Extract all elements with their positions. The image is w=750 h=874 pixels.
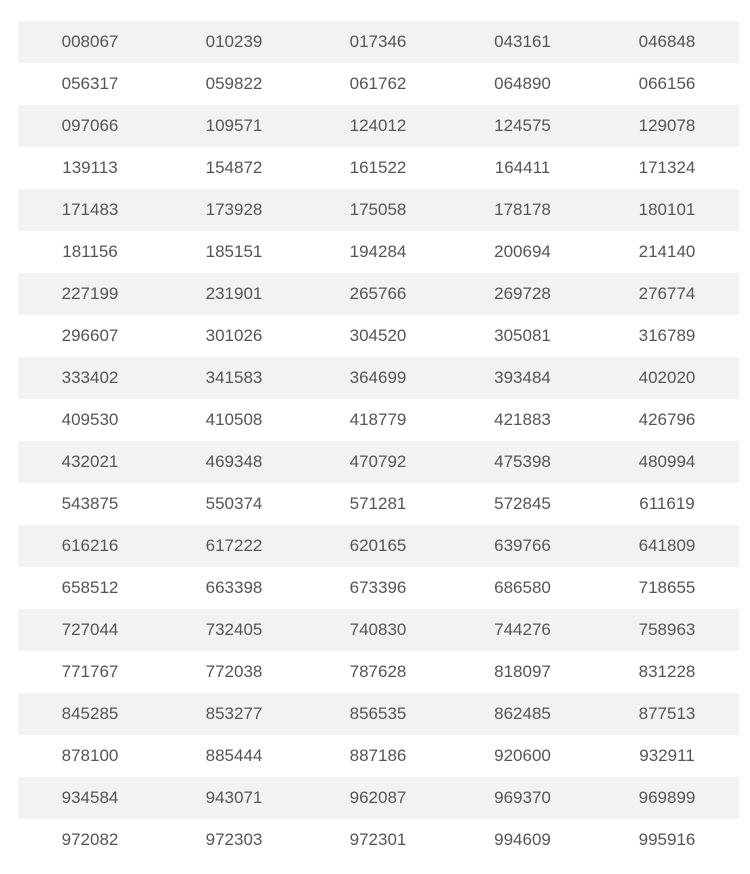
table-cell: 475398 <box>494 452 551 471</box>
table-cell: 316789 <box>638 326 696 345</box>
table-cell: 097066 <box>61 116 119 135</box>
table-cell: 962087 <box>349 788 407 807</box>
table-row <box>18 567 739 609</box>
table-row <box>18 189 739 231</box>
table-cell: 124575 <box>494 116 551 135</box>
table-cell: 426796 <box>638 410 696 429</box>
table-cell: 995916 <box>638 830 696 849</box>
table-cell: 663398 <box>205 578 263 597</box>
table-cell: 175058 <box>349 200 407 219</box>
table-cell: 181156 <box>62 242 118 261</box>
table-cell: 402020 <box>638 368 696 387</box>
table-cell: 920600 <box>494 746 551 765</box>
table-cell: 727044 <box>61 620 119 639</box>
table-cell: 046848 <box>638 32 696 51</box>
table-cell: 129078 <box>638 116 696 135</box>
table-cell: 877513 <box>638 704 696 723</box>
table-cell: 787628 <box>349 662 407 681</box>
table-cell: 043161 <box>494 32 551 51</box>
table-cell: 740830 <box>349 620 407 639</box>
table-cell: 164411 <box>494 158 551 177</box>
table-row <box>18 399 739 441</box>
table-cell: 732405 <box>205 620 263 639</box>
table-cell: 010239 <box>205 32 263 51</box>
table-row <box>18 525 739 567</box>
table-cell: 139113 <box>62 158 118 177</box>
table-cell: 932911 <box>639 746 695 765</box>
table-row <box>18 63 739 105</box>
table-row <box>18 819 739 861</box>
table-cell: 180101 <box>638 200 696 219</box>
table-cell: 178178 <box>494 200 551 219</box>
table-cell: 304520 <box>349 326 407 345</box>
table-cell: 066156 <box>638 74 696 93</box>
table-cell: 550374 <box>205 494 263 513</box>
table-cell: 341583 <box>205 368 263 387</box>
table-cell: 227199 <box>61 284 119 303</box>
table-cell: 853277 <box>205 704 263 723</box>
table-cell: 845285 <box>61 704 119 723</box>
table-cell: 831228 <box>638 662 696 681</box>
table-cell: 969370 <box>494 788 551 807</box>
table-cell: 972303 <box>205 830 263 849</box>
table-cell: 480994 <box>638 452 696 471</box>
table-cell: 301026 <box>205 326 263 345</box>
table-cell: 265766 <box>349 284 407 303</box>
table-cell: 333402 <box>61 368 119 387</box>
table-cell: 718655 <box>638 578 696 597</box>
table-cell: 231901 <box>205 284 263 303</box>
table-cell: 421883 <box>494 410 551 429</box>
table-cell: 771767 <box>61 662 119 681</box>
table-cell: 758963 <box>638 620 696 639</box>
table-cell: 154872 <box>205 158 263 177</box>
table-cell: 305081 <box>494 326 551 345</box>
table-cell: 686580 <box>494 578 551 597</box>
table-cell: 409530 <box>61 410 119 429</box>
table-cell: 862485 <box>494 704 551 723</box>
table-row <box>18 21 739 63</box>
table-cell: 994609 <box>494 830 551 849</box>
table-cell: 543875 <box>61 494 119 513</box>
table-row <box>18 609 739 651</box>
table-cell: 171483 <box>61 200 119 219</box>
table-cell: 185151 <box>205 242 263 261</box>
table-cell: 885444 <box>205 746 263 765</box>
table-row <box>18 777 739 819</box>
table-cell: 943071 <box>205 788 263 807</box>
table-cell: 109571 <box>205 116 263 135</box>
table-cell: 296607 <box>61 326 119 345</box>
table-cell: 934584 <box>61 788 119 807</box>
table-cell: 617222 <box>205 536 263 555</box>
table-cell: 008067 <box>61 32 119 51</box>
table-cell: 276774 <box>638 284 696 303</box>
table-cell: 364699 <box>349 368 407 387</box>
table-row <box>18 735 739 777</box>
table-cell: 616216 <box>61 536 119 555</box>
table-cell: 410508 <box>205 410 263 429</box>
table-cell: 059822 <box>205 74 263 93</box>
table-row <box>18 231 739 273</box>
table-row <box>18 357 739 399</box>
table-cell: 658512 <box>61 578 119 597</box>
table-cell: 772038 <box>205 662 263 681</box>
table-cell: 064890 <box>494 74 551 93</box>
table-cell: 611619 <box>639 494 695 513</box>
table-cell: 393484 <box>494 368 551 387</box>
table-row <box>18 315 739 357</box>
table-cell: 418779 <box>349 410 407 429</box>
table-cell: 171324 <box>638 158 696 177</box>
table-cell: 641809 <box>638 536 696 555</box>
number-table <box>18 21 739 861</box>
table-cell: 161522 <box>349 158 407 177</box>
table-cell: 017346 <box>349 32 407 51</box>
table-cell: 878100 <box>61 746 119 765</box>
table-row <box>18 273 739 315</box>
table-cell: 972082 <box>61 830 119 849</box>
table-row <box>18 105 739 147</box>
table-cell: 124012 <box>349 116 407 135</box>
table-row <box>18 651 739 693</box>
table-cell: 194284 <box>349 242 407 261</box>
table-cell: 887186 <box>349 746 407 765</box>
table-cell: 214140 <box>638 242 696 261</box>
table-cell: 639766 <box>494 536 551 555</box>
table-cell: 061762 <box>349 74 407 93</box>
table-row <box>18 147 739 189</box>
table-cell: 969899 <box>638 788 696 807</box>
table-cell: 571281 <box>349 494 407 513</box>
table-cell: 470792 <box>349 452 407 471</box>
table-cell: 572845 <box>494 494 551 513</box>
table-row <box>18 441 739 483</box>
table-cell: 173928 <box>205 200 263 219</box>
table-cell: 972301 <box>349 830 407 849</box>
table-cell: 818097 <box>494 662 551 681</box>
table-cell: 856535 <box>349 704 407 723</box>
table-cell: 056317 <box>61 74 119 93</box>
table-cell: 432021 <box>61 452 119 471</box>
table-cell: 744276 <box>494 620 551 639</box>
table-cell: 269728 <box>494 284 551 303</box>
table-cell: 469348 <box>205 452 263 471</box>
table-cell: 673396 <box>349 578 407 597</box>
table-cell: 200694 <box>494 242 551 261</box>
number-table-body <box>18 21 739 861</box>
table-cell: 620165 <box>349 536 407 555</box>
table-row <box>18 693 739 735</box>
table-row <box>18 483 739 525</box>
